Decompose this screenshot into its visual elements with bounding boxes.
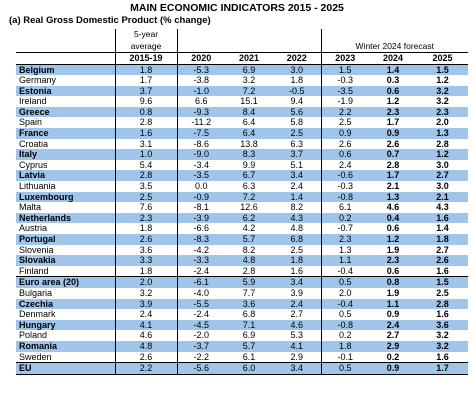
col-header: 2021 [225, 52, 273, 64]
value-cell: 6.2 [225, 213, 273, 224]
value-cell: 3.2 [436, 96, 449, 107]
value-cell: -3.5 [177, 170, 225, 181]
value-cell: 3.9 [290, 287, 303, 298]
country-name: Austria [19, 223, 48, 234]
value-cell: 2.8 [386, 159, 400, 170]
value-cell: 9.6 [115, 96, 177, 107]
table-title: MAIN ECONOMIC INDICATORS 2015 - 2025 [130, 2, 344, 14]
value-cell: 3.4 [273, 363, 321, 375]
value-cell: 4.1 [115, 320, 177, 331]
value-cell: 4.2 [242, 223, 256, 234]
value-cell: -8.6 [177, 139, 225, 150]
value-cell: 6.4 [242, 117, 256, 128]
value-cell: 4.1 [273, 341, 321, 352]
value-cell: 5.6 [273, 107, 321, 118]
value-cell: 1.4 [436, 223, 449, 234]
value-cell: 6.0 [225, 363, 273, 375]
value-cell: 3.3 [115, 255, 177, 266]
value-cell: -3.4 [177, 160, 225, 171]
value-cell: 6.3 [290, 138, 303, 149]
value-cell: 0.0 [177, 181, 225, 192]
col-header: 2025 [417, 52, 468, 64]
table-row [16, 96, 468, 107]
header-row-2 [16, 40, 468, 53]
value-cell: 12.6 [240, 202, 258, 213]
value-cell: -0.5 [273, 86, 321, 97]
value-cell: -0.4 [321, 266, 369, 277]
value-cell: 1.3 [321, 245, 369, 256]
table-row [16, 202, 468, 213]
value-cell: 2.7 [436, 244, 449, 255]
value-cell: 1.1 [369, 299, 417, 310]
value-cell: -3.5 [321, 86, 369, 97]
gdp-table [16, 29, 468, 375]
value-cell: 1.7 [115, 75, 177, 86]
value-cell: 2.4 [369, 320, 417, 331]
value-cell: 1.6 [436, 309, 449, 320]
value-cell: 0.6 [386, 265, 400, 276]
table-row [16, 117, 468, 128]
value-cell: 4.8 [225, 255, 273, 266]
country-name: Malta [19, 202, 42, 213]
value-cell: -5.5 [177, 299, 225, 310]
value-cell: 1.6 [417, 213, 468, 224]
avg-header-line1: 5-year [115, 29, 177, 40]
value-cell: -5.6 [177, 363, 225, 375]
value-cell: -1.0 [177, 86, 225, 97]
value-cell: 1.6 [436, 351, 449, 362]
value-cell: 1.8 [273, 255, 321, 266]
value-cell: 3.1 [115, 139, 177, 150]
value-cell: 2.4 [273, 299, 321, 310]
value-cell: 2.3 [369, 255, 417, 266]
value-cell: 2.3 [417, 107, 468, 118]
col-header: 2022 [273, 52, 321, 64]
value-cell: 3.7 [115, 86, 177, 97]
value-cell: -4.5 [177, 320, 225, 331]
value-cell: 8.3 [225, 149, 273, 160]
table-row [16, 107, 468, 118]
col-header: 2024 [369, 52, 417, 64]
table-row [16, 299, 468, 310]
country-name: Greece [16, 107, 115, 118]
table-row [16, 75, 468, 86]
value-cell: 3.2 [436, 330, 449, 341]
value-cell: 5.8 [290, 117, 303, 128]
value-cell: 3.2 [242, 75, 256, 86]
value-cell: 3.6 [115, 245, 177, 256]
value-cell: -3.7 [177, 341, 225, 352]
value-cell: 0.2 [321, 330, 369, 341]
value-cell: 1.7 [369, 170, 417, 181]
value-cell: 2.3 [321, 234, 369, 245]
value-cell: -0.4 [321, 299, 369, 310]
country-name: Finland [19, 265, 49, 276]
value-cell: 2.0 [321, 288, 369, 299]
value-cell: 0.5 [321, 309, 369, 320]
value-cell: -2.4 [177, 266, 225, 277]
value-cell: -0.7 [321, 223, 369, 234]
value-cell: 1.8 [321, 341, 369, 352]
value-cell: 4.6 [273, 320, 321, 331]
value-cell: 1.8 [290, 75, 303, 86]
value-cell: 1.6 [290, 265, 303, 276]
value-cell: -3.3 [177, 255, 225, 266]
value-cell: 3.6 [225, 299, 273, 310]
value-cell: 0.6 [321, 149, 369, 160]
value-cell: 3.0 [436, 181, 449, 192]
value-cell: 4.6 [115, 330, 177, 341]
value-cell: 3.5 [115, 181, 177, 192]
value-cell: 2.1 [417, 192, 468, 203]
table-row [16, 277, 468, 288]
value-cell: -3.8 [177, 75, 225, 86]
value-cell: 2.6 [115, 352, 177, 363]
value-cell: -0.9 [177, 192, 225, 203]
value-cell: 4.8 [290, 223, 303, 234]
value-cell: 0.8 [369, 277, 417, 288]
value-cell: 3.0 [436, 159, 449, 170]
value-cell: 8.4 [225, 107, 273, 118]
table-row [16, 234, 468, 245]
country-name: Netherlands [16, 213, 115, 224]
value-cell: 2.4 [115, 309, 177, 320]
country-name: Bulgaria [19, 287, 53, 298]
value-cell: 1.9 [386, 287, 400, 298]
value-cell: 2.0 [115, 277, 177, 288]
value-cell: 1.5 [417, 277, 468, 288]
value-cell: 4.6 [386, 202, 400, 213]
value-cell: 3.6 [417, 320, 468, 331]
value-cell: 0.5 [321, 363, 369, 375]
table-row [16, 149, 468, 160]
country-name: Estonia [16, 86, 115, 97]
value-cell: 3.4 [273, 277, 321, 288]
value-cell: 4.8 [115, 341, 177, 352]
table-row [16, 170, 468, 181]
value-cell: 9.9 [242, 159, 256, 170]
table-row [16, 213, 468, 224]
value-cell: 1.3 [417, 128, 468, 139]
value-cell: 2.8 [115, 117, 177, 128]
value-cell: -3.9 [177, 213, 225, 224]
value-cell: 4.3 [436, 202, 449, 213]
value-cell: 0.7 [369, 149, 417, 160]
value-cell: 2.6 [115, 234, 177, 245]
value-cell: 6.1 [321, 202, 369, 213]
country-name: Croatia [19, 138, 49, 149]
value-cell: 3.2 [115, 288, 177, 299]
value-cell: 2.4 [290, 181, 303, 192]
value-cell: 2.0 [436, 117, 449, 128]
country-name: Slovakia [16, 255, 115, 266]
value-cell: 6.1 [242, 351, 256, 362]
country-name: Ireland [19, 96, 47, 107]
value-cell: 7.1 [225, 320, 273, 331]
value-cell: -1.9 [321, 96, 369, 107]
col-header: 2015-19 [115, 52, 177, 64]
value-cell: 7.2 [225, 86, 273, 97]
value-cell: 13.8 [240, 138, 258, 149]
value-cell: 2.8 [417, 299, 468, 310]
value-cell: 2.5 [436, 287, 449, 298]
value-cell: -2.0 [177, 330, 225, 341]
value-cell: 1.2 [436, 75, 449, 86]
value-cell: -2.4 [177, 309, 225, 320]
value-cell: 2.2 [115, 363, 177, 375]
value-cell: -0.8 [321, 320, 369, 331]
country-name: Poland [19, 330, 48, 341]
value-cell: 1.8 [115, 64, 177, 75]
value-cell: -11.2 [177, 117, 225, 128]
value-cell: 6.7 [225, 170, 273, 181]
value-cell: 0.9 [369, 128, 417, 139]
avg-header-line2: average [115, 40, 177, 53]
country-name: Luxembourg [16, 192, 115, 203]
value-cell: 0.2 [321, 213, 369, 224]
value-cell: 6.6 [177, 96, 225, 107]
country-name: Spain [19, 117, 43, 128]
value-cell: 0.9 [369, 363, 417, 375]
value-cell: -0.6 [321, 170, 369, 181]
table-row [16, 288, 468, 299]
value-cell: 3.0 [273, 64, 321, 75]
value-cell: 2.7 [290, 309, 303, 320]
value-cell: 2.3 [115, 213, 177, 224]
value-cell: 2.9 [290, 351, 303, 362]
table-row [16, 320, 468, 331]
value-cell: 1.4 [369, 64, 417, 75]
value-cell: 5.3 [290, 330, 303, 341]
value-cell: 1.6 [115, 128, 177, 139]
value-cell: 0.3 [386, 75, 400, 86]
value-cell: 3.7 [273, 149, 321, 160]
value-cell: 3.2 [417, 341, 468, 352]
value-cell: 0.2 [386, 351, 400, 362]
value-cell: 4.3 [273, 213, 321, 224]
table-row [16, 309, 468, 320]
value-cell: 0.6 [386, 223, 400, 234]
table-row [16, 192, 468, 203]
value-cell: 1.7 [417, 363, 468, 375]
value-cell: 2.4 [321, 160, 369, 171]
table-row [16, 139, 468, 150]
table-row [16, 352, 468, 363]
country-name: Italy [16, 149, 115, 160]
country-name: France [16, 128, 115, 139]
value-cell: 5.7 [225, 341, 273, 352]
value-cell: 0.6 [369, 86, 417, 97]
value-cell: 2.6 [321, 139, 369, 150]
table-row [16, 64, 468, 75]
value-cell: 5.4 [115, 160, 177, 171]
country-name: Denmark [19, 309, 56, 320]
table-row [16, 181, 468, 192]
value-cell: -4.0 [177, 288, 225, 299]
value-cell: 7.7 [242, 287, 256, 298]
value-cell: -6.6 [177, 223, 225, 234]
value-cell: -0.3 [321, 181, 369, 192]
value-cell: 2.6 [386, 138, 400, 149]
value-cell: 6.9 [242, 330, 256, 341]
value-cell: 1.8 [417, 234, 468, 245]
country-name: Slovenia [19, 244, 54, 255]
table-row [16, 245, 468, 256]
table-row [16, 255, 468, 266]
value-cell: 5.9 [225, 277, 273, 288]
header-row-1 [16, 29, 468, 40]
value-cell: 0.5 [321, 277, 369, 288]
table-row [16, 341, 468, 352]
value-cell: 2.5 [290, 244, 303, 255]
value-cell: -5.3 [177, 64, 225, 75]
value-cell: -8.3 [177, 234, 225, 245]
table-subtitle: (a) Real Gross Domestic Product (% change) [9, 15, 211, 26]
value-cell: 2.5 [273, 128, 321, 139]
country-name: Hungary [16, 320, 115, 331]
value-cell: 1.1 [321, 255, 369, 266]
value-cell: 1.4 [273, 192, 321, 203]
table-row [16, 223, 468, 234]
country-name: Germany [19, 75, 57, 86]
value-cell: 5.1 [290, 159, 303, 170]
value-cell: -9.0 [177, 149, 225, 160]
value-cell: 1.3 [369, 192, 417, 203]
value-cell: 0.4 [369, 213, 417, 224]
value-cell: 1.8 [115, 266, 177, 277]
value-cell: -4.2 [177, 245, 225, 256]
table-row [16, 330, 468, 341]
value-cell: -0.3 [321, 75, 369, 86]
table-row [16, 363, 468, 375]
value-cell: 1.2 [386, 96, 400, 107]
country-name: Romania [16, 341, 115, 352]
country-name: Czechia [16, 299, 115, 310]
table-row [16, 86, 468, 97]
value-cell: 2.8 [242, 265, 256, 276]
value-cell: -0.8 [321, 192, 369, 203]
value-cell: 2.2 [321, 107, 369, 118]
value-cell: 2.5 [321, 117, 369, 128]
value-cell: 0.9 [386, 309, 400, 320]
value-cell: 6.4 [225, 128, 273, 139]
value-cell: 7.2 [225, 192, 273, 203]
country-name: Belgium [16, 64, 115, 75]
value-cell: 2.9 [369, 341, 417, 352]
table-row [16, 128, 468, 139]
value-cell: 6.3 [242, 181, 256, 192]
value-cell: 1.0 [115, 149, 177, 160]
value-cell: 3.2 [417, 86, 468, 97]
value-cell: 2.3 [369, 107, 417, 118]
value-cell: 1.6 [436, 265, 449, 276]
value-cell: 6.8 [273, 234, 321, 245]
value-cell: -6.1 [177, 277, 225, 288]
value-cell: -7.5 [177, 128, 225, 139]
country-name: Portugal [16, 234, 115, 245]
value-cell: 1.5 [321, 64, 369, 75]
value-cell: 1.7 [386, 117, 400, 128]
value-cell: 3.4 [273, 170, 321, 181]
country-name: Lithuania [19, 181, 56, 192]
value-cell: 2.7 [386, 330, 400, 341]
value-cell: 2.5 [115, 192, 177, 203]
value-cell: 1.5 [417, 64, 468, 75]
forecast-header: Winter 2024 forecast [321, 40, 468, 53]
value-cell: 1.8 [115, 223, 177, 234]
col-header: 2023 [321, 52, 369, 64]
country-name: Sweden [19, 351, 52, 362]
value-cell: 2.1 [386, 181, 400, 192]
value-cell: 7.6 [115, 202, 177, 213]
value-cell: -9.3 [177, 107, 225, 118]
value-cell: 5.7 [225, 234, 273, 245]
value-cell: 0.9 [321, 128, 369, 139]
value-cell: 2.8 [436, 138, 449, 149]
value-cell: 2.7 [417, 170, 468, 181]
country-name: Latvia [16, 170, 115, 181]
col-header: 2020 [177, 52, 225, 64]
value-cell: 15.1 [240, 96, 258, 107]
value-cell: 2.8 [115, 170, 177, 181]
country-name: Cyprus [19, 159, 48, 170]
value-cell: -0.1 [321, 352, 369, 363]
value-cell: 8.2 [290, 202, 303, 213]
country-name: Euro area (20) [16, 277, 115, 288]
table-row [16, 266, 468, 277]
value-cell: 1.9 [386, 244, 400, 255]
value-cell: 9.4 [290, 96, 303, 107]
value-cell: -2.2 [177, 352, 225, 363]
value-cell: 8.2 [242, 244, 256, 255]
value-cell: 6.8 [242, 309, 256, 320]
value-cell: -8.1 [177, 202, 225, 213]
value-cell: 6.9 [225, 64, 273, 75]
table-row [16, 160, 468, 171]
year-header-row [16, 52, 468, 64]
country-name: EU [16, 363, 115, 375]
value-cell: 3.9 [115, 299, 177, 310]
value-cell: 0.8 [115, 107, 177, 118]
value-cell: 1.2 [369, 234, 417, 245]
value-cell: 2.6 [417, 255, 468, 266]
value-cell: 1.2 [417, 149, 468, 160]
